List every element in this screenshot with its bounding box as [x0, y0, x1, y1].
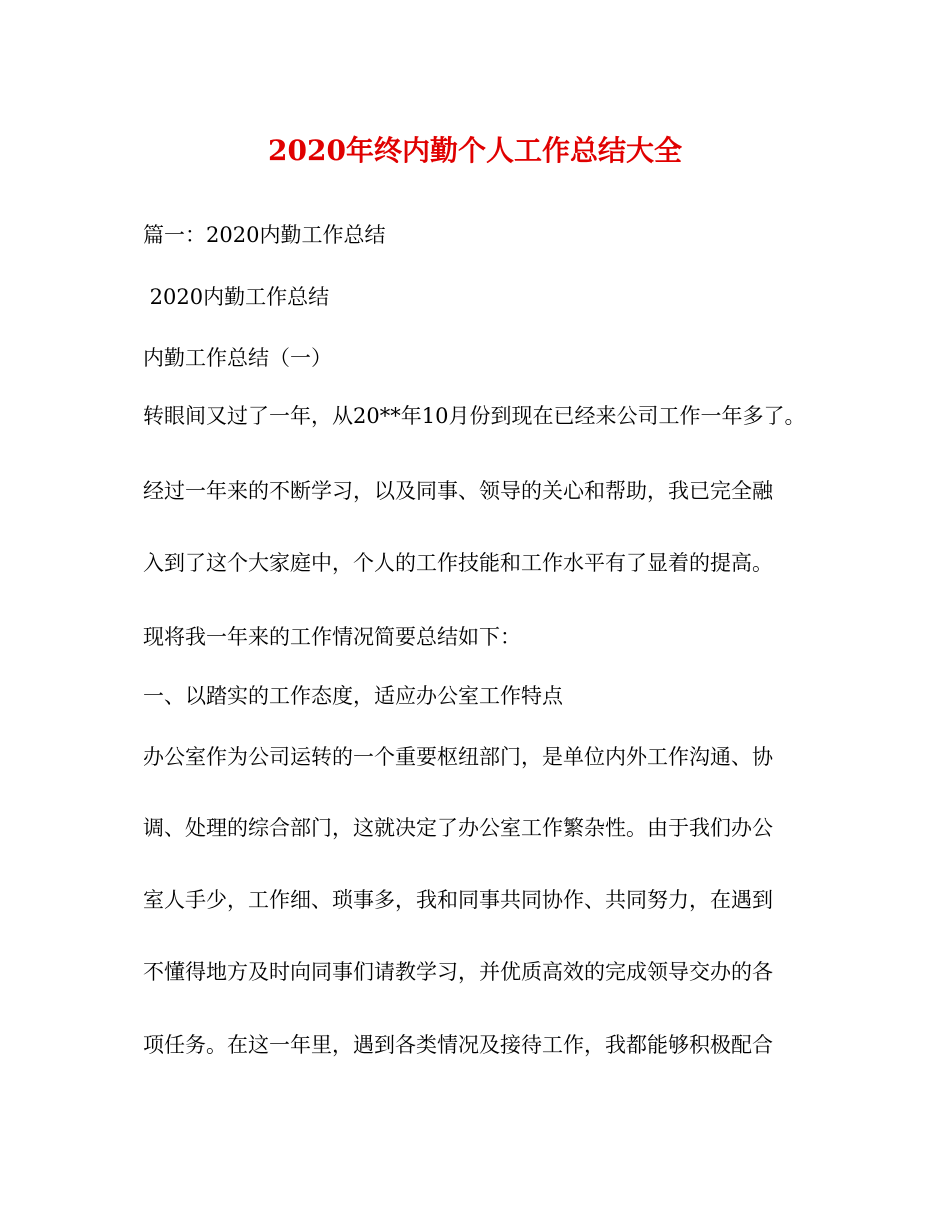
document-line: 室人手少，工作细、琐事多，我和同事共同协作、共同努力，在遇到 [143, 888, 773, 912]
document-line: 办公室作为公司运转的一个重要枢纽部门，是单位内外工作沟通、协 [143, 745, 773, 769]
document-line: 不懂得地方及时向同事们请教学习，并优质高效的完成领导交办的各 [143, 960, 773, 984]
document-line: 现将我一年来的工作情况简要总结如下： [143, 625, 521, 649]
document-line: 转眼间又过了一年，从20**年10月份到现在已经来公司工作一年多了。 [143, 404, 806, 428]
document-line: 项任务。在这一年里，遇到各类情况及接待工作，我都能够积极配合 [143, 1033, 773, 1057]
document-line: 调、处理的综合部门，这就决定了办公室工作繁杂性。由于我们办公 [143, 816, 773, 840]
document-line: 一、以踏实的工作态度，适应办公室工作特点 [143, 684, 563, 708]
document-line: 2020内勤工作总结 [143, 285, 330, 309]
document-title: 2020年终内勤个人工作总结大全 [268, 134, 682, 167]
document-line: 入到了这个大家庭中，个人的工作技能和工作水平有了显着的提高。 [143, 551, 773, 575]
document-line: 经过一年来的不断学习，以及同事、领导的关心和帮助，我已完全融 [143, 479, 773, 503]
document-line: 内勤工作总结（一） [143, 346, 332, 370]
document-line: 篇一：2020内勤工作总结 [143, 223, 386, 247]
